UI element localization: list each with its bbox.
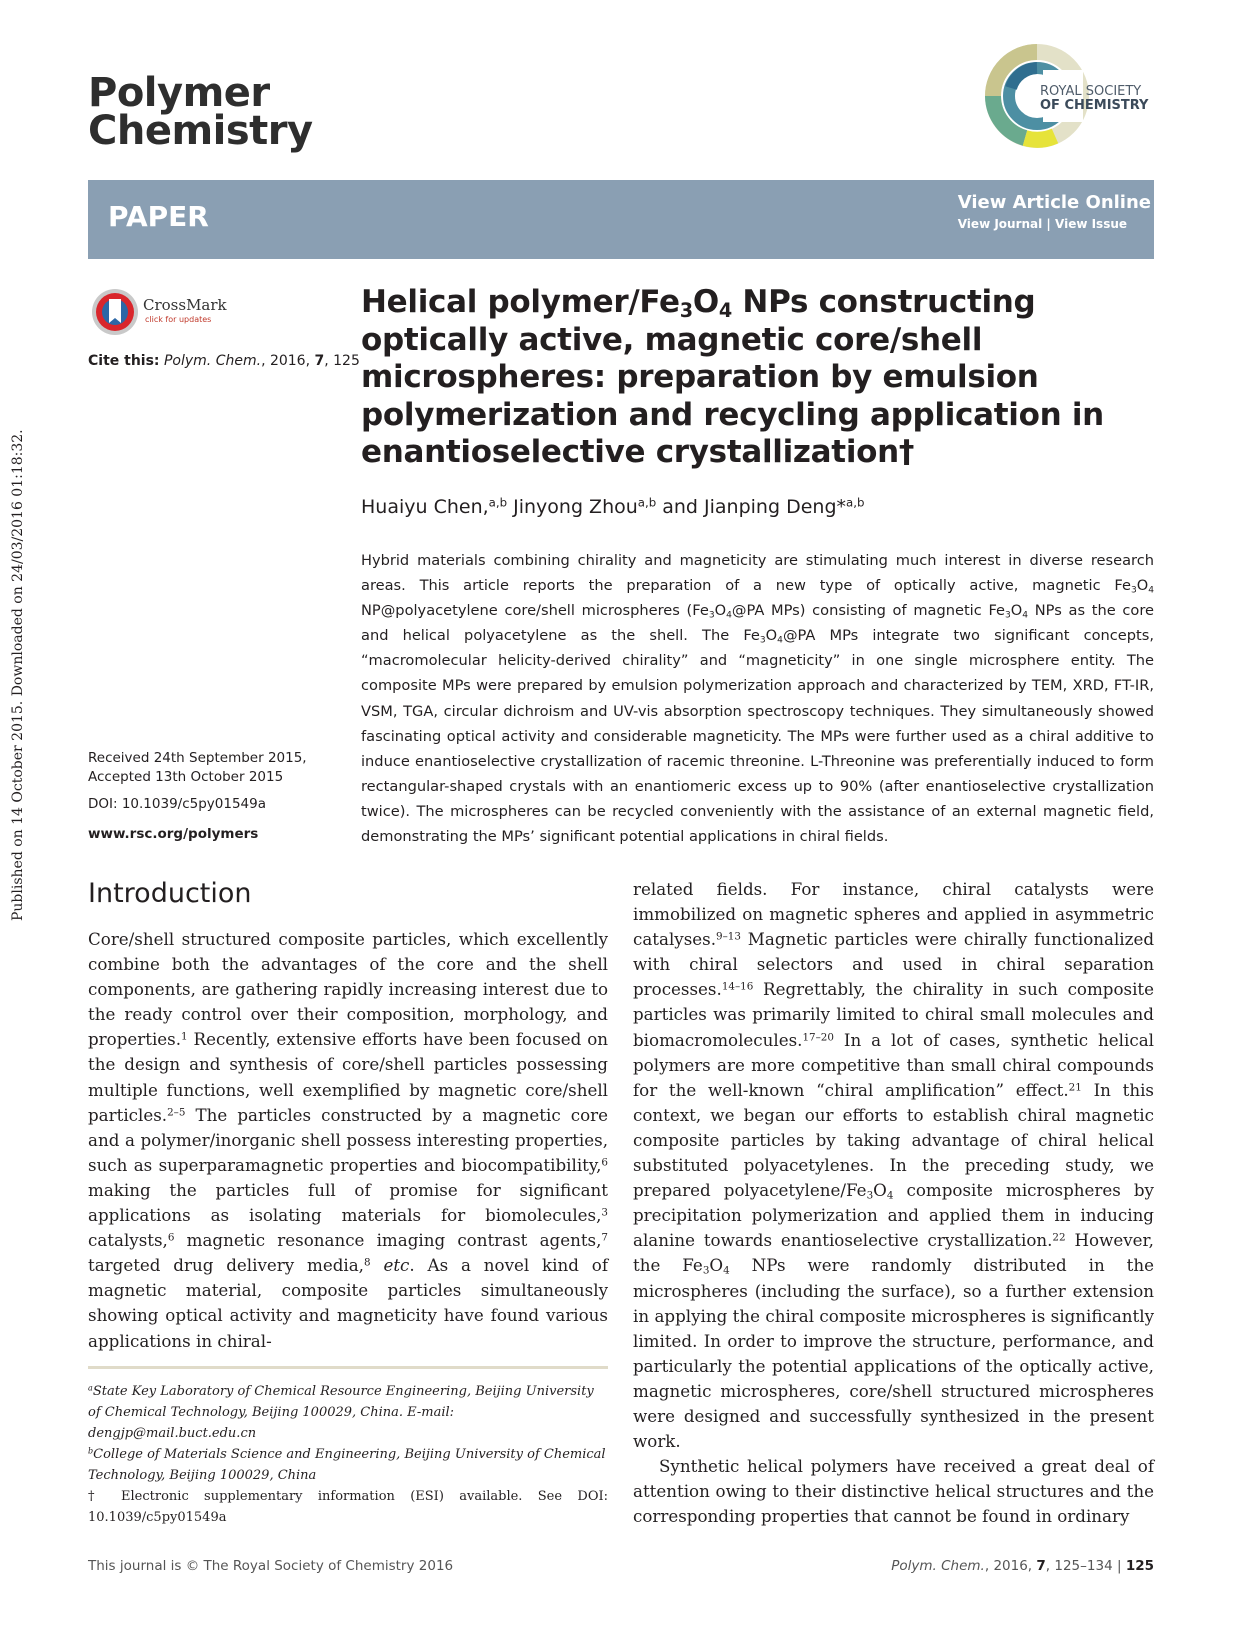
paragraph: Core/shell structured composite particles, which excellently combine both the advantages of the core and the shell components, are gathering rapidly increasing interest due to the ready control over their composition, morphology, and properties.$^1$ Recently, extensive efforts have been focused on the design and synthesis of core/shell particles possessing multiple functions, well exemplified by magnetic core/shell particles.$^{2-5}$ The particles constructed by a magnetic core and a polymer/inorganic shell possess interesting properties, such as superparamagnetic properties and biocompatibility,$^6$ making the particles full of promise for significant applications as isolating materials for biomolecules,$^3$ catalysts,$^6$ magnetic resonance imaging contrast agents,$^7$ targeted drug delivery media,$^8$ etc. As a novel kind of magnetic material, composite particles simultaneously showing optical activity and magneticity have found various applications in chiral- bbox=[88, 929, 609, 1351]
footnote-divider bbox=[88, 1366, 608, 1369]
cite-page: , 125 bbox=[324, 353, 360, 369]
received-date: Received 24th September 2015, bbox=[88, 750, 307, 766]
footnote-esi: † Electronic supplementary information (ESI) available. See DOI: 10.1039/c5py01549a bbox=[88, 1489, 608, 1525]
paragraph: related fields. For instance, chiral catalysts were immobilized on magnetic spheres and applied in asymmetric catalyses.$^{9-13}$ Magnetic particles were chirally functionalized with chiral selectors and used in chiral separation processes.$^{14-16}$ Regrettably, the chirality in such composite particles was primarily limited to chiral small molecules and biomacromolecules.$^{17-20}$ In a lot of cases, synthetic helical polymers are more competitive than small chiral compounds for the well-known “chiral amplification” effect.$^{21}$ In this context, we began our efforts to establish chiral magnetic composite particles by taking advantage of chiral helical substituted polyacetylenes. In the preceding study, we prepared polyacetylene/$Fe_3O_4$ composite microspheres by precipitation polymerization and applied them in inducing alanine towards enantioselective crystallization.$^{22}$ However, the $Fe_3O_4$ NPs were randomly distributed in the microspheres (including the surface), so a further extension in applying the chiral composite microspheres is significantly limited. In order to improve the structure, performance, and particularly the potential applications of the optically active, magnetic microspheres, core/shell structured microspheres were designed and successfully synthesized in the present work. bbox=[633, 879, 1154, 1452]
view-issue-link[interactable]: View Issue bbox=[1055, 217, 1128, 231]
banner-links bbox=[958, 192, 1151, 231]
cite-journal: Polym. Chem. bbox=[163, 353, 262, 369]
accepted-date: Accepted 13th October 2015 bbox=[88, 769, 284, 785]
page-number: 125 bbox=[1125, 1558, 1154, 1574]
banner-secondary-links bbox=[958, 217, 1151, 231]
rsc-wordmark-line2: OF CHEMISTRY bbox=[1040, 98, 1149, 113]
link-separator: | bbox=[1042, 217, 1055, 231]
journal-url-link[interactable]: www.rsc.org/polymers bbox=[88, 826, 259, 842]
footer-citation: Polym. Chem., 2016, 7, 125–134 | 125 bbox=[891, 1558, 1154, 1574]
footnotes bbox=[88, 1381, 608, 1528]
journal-name bbox=[88, 70, 313, 154]
rsc-wordmark-line1: ROYAL SOCIETY bbox=[1040, 84, 1142, 99]
crossmark-sub[interactable]: click for updates bbox=[145, 315, 212, 324]
abstract: Hybrid materials combining chirality and magneticity are stimulating much interest in diverse research areas. This article reports the preparation of a new type of optically active, magnetic $Fe_3O_4$ NP@polyacetylene core/shell microspheres ($Fe_3O_4@PA$ MPs) consisting of magnetic $Fe_3O_4$ NPs as the core and helical polyacetylene as the shell. The $Fe_3O_4@PA$ MPs integrate two significant concepts, “macromolecular helicity-derived chirality” and “magneticity” in one single microsphere entity. The composite MPs were prepared by emulsion polymerization approach and characterized by TEM, XRD, FT-IR, VSM, TGA, circular dichroism and UV-vis absorption spectroscopy techniques. They simultaneously showed fascinating optical activity and considerable magneticity. The MPs were further used as a chiral additive to induce enantioselective crystallization of racemic threonine. L-Threonine was preferentially induced to form rectangular-shaped crystals with an enantiomeric excess up to 90% (after enantioselective crystallization twice). The microspheres can be recycled conveniently with the assistance of an external magnetic field, demonstrating the MPs’ significant potential applications in chiral fields. bbox=[361, 552, 1155, 846]
doi: DOI: 10.1039/c5py01549a bbox=[88, 796, 267, 812]
section-heading-introduction: Introduction bbox=[88, 878, 252, 909]
cite-prefix: Cite this: bbox=[88, 353, 160, 369]
article-type-label: PAPER bbox=[108, 200, 209, 233]
author-list: Huaiyu Chen,$^{a,b}$ Jinyong Zhou$^{a,b}$ and Jianping Deng*$^{a,b}$ bbox=[361, 495, 865, 518]
cite-year: , 2016, bbox=[261, 353, 315, 369]
view-article-online-link[interactable]: View Article Online bbox=[957, 192, 1151, 213]
view-journal-link[interactable]: View Journal bbox=[957, 217, 1043, 231]
body-column-right bbox=[633, 877, 1154, 1529]
footer-copyright: This journal is © The Royal Society of Chemistry 2016 bbox=[88, 1558, 454, 1574]
download-stamp: Published on 14 October 2015. Downloaded on 24/03/2016 01:18:32. bbox=[10, 429, 26, 921]
journal-name-line1: Polymer bbox=[88, 70, 270, 116]
crossmark-label[interactable]: CrossMark bbox=[143, 296, 227, 314]
rsc-wordmark bbox=[1040, 85, 1148, 113]
paragraph: Synthetic helical polymers have received a great deal of attention owing to their distinctive helical structures and the corresponding properties that cannot be found in ordinary bbox=[633, 1456, 1154, 1527]
received-dates bbox=[88, 749, 307, 787]
body-column-left bbox=[88, 927, 608, 1354]
article-title: Helical polymer/$Fe_3O_4$ NPs constructing optically active, magnetic core/shell microspheres: preparation by emulsion polymerization and recycling application in enantioselective crystallization† bbox=[361, 284, 1104, 470]
journal-name-line2: Chemistry bbox=[88, 108, 313, 154]
cite-volume: 7 bbox=[314, 353, 325, 369]
footnote-affiliation-b: $^b$College of Materials Science and Engineering, Beijing University of Chemical Technology, Beijing 100029, China bbox=[88, 1446, 606, 1483]
citation bbox=[88, 353, 360, 369]
footnote-affiliation-a: $^a$State Key Laboratory of Chemical Resource Engineering, Beijing University of Chemical Technology, Beijing 100029, China. E-mail: dengjp@mail.buct.edu.cn bbox=[88, 1383, 594, 1441]
